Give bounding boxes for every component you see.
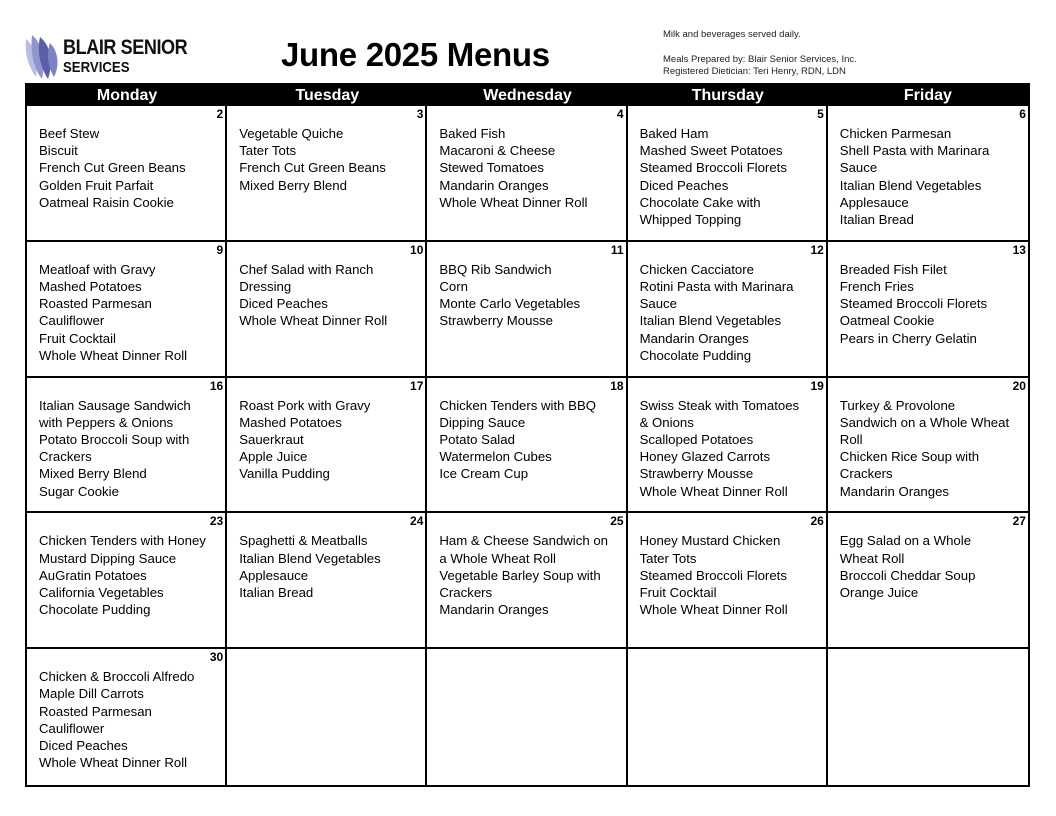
day-cell <box>828 106 1028 242</box>
day-cell <box>27 106 227 242</box>
day-cell <box>427 513 627 649</box>
menu-item: Chocolate Pudding <box>639 347 752 363</box>
day-cell <box>27 242 227 378</box>
menu-item: Chicken Tenders with BBQ <box>439 397 597 413</box>
logo-line2: SERVICES <box>63 59 130 76</box>
day-cell <box>227 649 427 785</box>
menu-item: Sugar Cookie <box>39 483 119 499</box>
menu-item: Applesauce <box>239 567 309 583</box>
menu-item: Monte Carlo Vegetables <box>439 296 581 312</box>
menu-item: Whole Wheat Dinner Roll <box>39 755 188 771</box>
menu-item: Dressing <box>239 279 292 294</box>
menu-item: Whole Wheat Dinner Roll <box>39 347 188 363</box>
day-header-row <box>27 85 1028 106</box>
date-number: 12 <box>810 242 824 257</box>
menu-item: Cauliflower <box>39 720 105 736</box>
day-cell <box>427 378 627 514</box>
menu-items <box>39 397 222 500</box>
menu-item: Italian Blend Vegetables <box>639 313 782 329</box>
menu-item: French Cut Green Beans <box>239 160 386 176</box>
menu-item: with Peppers & Onions <box>39 414 174 430</box>
menu-item: Mandarin Oranges <box>639 330 749 346</box>
menu-item: Sandwich on a Whole Wheat <box>839 414 1010 430</box>
menu-item: Mixed Berry Blend <box>39 466 147 482</box>
day-cell <box>628 242 828 378</box>
page-title: June 2025 Menus <box>281 36 550 73</box>
menu-item: Watermelon Cubes <box>439 449 552 465</box>
menu-item: Sauce <box>839 160 878 176</box>
menu-item: Steamed Broccoli Florets <box>639 160 787 176</box>
menu-item: Breaded Fish Filet <box>839 261 947 277</box>
date-number: 3 <box>416 107 424 121</box>
menu-item: Wheat Roll <box>839 550 905 566</box>
menu-item: Chicken Parmesan <box>839 126 952 141</box>
date-number: 30 <box>209 650 224 665</box>
calendar-grid <box>27 106 1028 785</box>
menu-item: Whole Wheat Dinner Roll <box>639 602 788 618</box>
menu-item: Meatloaf with Gravy <box>39 261 156 277</box>
menu-item: Mixed Berry Blend <box>239 177 347 193</box>
menu-items <box>39 125 222 211</box>
date-number: 27 <box>1012 514 1026 529</box>
menu-item: Italian Bread <box>839 212 914 228</box>
day-cell <box>828 242 1028 378</box>
day-cell <box>27 649 227 785</box>
menu-item: Rotini Pasta with Marinara <box>639 279 794 294</box>
day-cell <box>828 513 1028 649</box>
menu-item: Mustard Dipping Sauce <box>39 550 177 566</box>
menu-items <box>840 397 1025 500</box>
menu-item: Mashed Sweet Potatoes <box>639 143 783 159</box>
date-number: 13 <box>1012 242 1026 257</box>
menu-item: Mandarin Oranges <box>839 483 950 499</box>
day-cell <box>628 378 828 514</box>
date-number: 2 <box>216 107 224 121</box>
menu-item: Mashed Potatoes <box>39 279 142 294</box>
menu-items <box>439 125 622 211</box>
menu-items <box>640 397 823 500</box>
date-number: 10 <box>410 242 424 257</box>
menu-item: Chocolate Pudding <box>39 602 151 618</box>
logo-petals-icon <box>24 33 64 81</box>
menu-item: Potato Broccoli Soup with <box>39 432 190 447</box>
menu-item: Diced Peaches <box>239 296 328 312</box>
date-number: 26 <box>810 514 824 529</box>
menu-item: Oatmeal Cookie <box>839 313 935 329</box>
menu-item: Diced Peaches <box>39 738 128 753</box>
menu-item: Diced Peaches <box>639 177 729 193</box>
menu-item: Italian Bread <box>239 585 314 600</box>
menu-item: Fruit Cocktail <box>39 330 116 346</box>
date-number: 25 <box>610 514 624 529</box>
menu-item: Mandarin Oranges <box>439 177 549 193</box>
menu-item: French Fries <box>839 279 914 294</box>
menu-items <box>439 261 622 330</box>
menu-item: Chicken Rice Soup with <box>839 449 980 465</box>
date-number: 4 <box>616 107 624 121</box>
menu-item: Whipped Topping <box>639 212 742 228</box>
day-cell <box>227 242 427 378</box>
day-cell <box>427 242 627 378</box>
menu-item: Chef Salad with Ranch <box>239 261 374 277</box>
menu-item: Roll <box>839 432 863 447</box>
menu-items <box>439 532 622 618</box>
menu-item: Baked Fish <box>439 126 506 141</box>
menu-items <box>840 532 1025 601</box>
menu-item: & Onions <box>639 414 694 430</box>
day-cell <box>628 106 828 242</box>
day-header-monday: Monday <box>96 87 158 104</box>
day-cell <box>828 378 1028 514</box>
menu-item: Shell Pasta with Marinara <box>839 143 990 159</box>
logo-line1: BLAIR SENIOR <box>63 36 188 59</box>
header-notes <box>663 29 857 79</box>
milk-note: Milk and beverages served daily. <box>663 29 801 40</box>
menu-item: Crackers <box>39 449 92 465</box>
menu-item: Vanilla Pudding <box>239 466 330 482</box>
menu-item: Vegetable Quiche <box>239 126 344 141</box>
menu-item: Tater Tots <box>239 143 297 159</box>
day-cell <box>427 649 627 785</box>
menu-items <box>439 397 622 483</box>
day-cell <box>828 649 1028 785</box>
menu-items <box>640 532 823 618</box>
menu-items <box>239 532 422 601</box>
menu-item: Dipping Sauce <box>439 414 526 430</box>
menu-item: French Cut Green Beans <box>39 160 186 176</box>
menu-items <box>239 125 422 194</box>
menu-item: Mandarin Oranges <box>439 602 549 618</box>
menu-item: California Vegetables <box>39 585 164 600</box>
prepared-note: Meals Prepared by: Blair Senior Services, Inc. <box>663 53 857 65</box>
day-header-wednesday: Wednesday <box>483 87 572 104</box>
day-cell <box>27 513 227 649</box>
menu-item: Macaroni & Cheese <box>439 143 556 159</box>
menu-item: AuGratin Potatoes <box>39 567 147 583</box>
menu-item: Spaghetti & Meatballs <box>239 533 368 549</box>
day-cell <box>227 378 427 514</box>
dietician-note: Registered Dietician: Teri Henry, RDN, LDN <box>663 66 846 77</box>
menu-item: Steamed Broccoli Florets <box>639 567 787 583</box>
menu-item: Apple Juice <box>239 449 308 465</box>
menu-item: Whole Wheat Dinner Roll <box>439 194 588 210</box>
day-cell <box>27 378 227 514</box>
date-number: 19 <box>810 378 824 393</box>
menu-item: Ham & Cheese Sandwich on <box>439 533 608 549</box>
date-number: 17 <box>410 378 424 393</box>
menu-item: Maple Dill Carrots <box>39 686 144 702</box>
menu-items <box>840 125 1025 228</box>
day-header-thursday: Thursday <box>691 87 764 104</box>
date-number: 20 <box>1012 378 1026 393</box>
menu-item: Whole Wheat Dinner Roll <box>639 483 788 499</box>
menu-item: Italian Blend Vegetables <box>239 550 381 566</box>
menu-item: Beef Stew <box>39 126 100 141</box>
date-number: 16 <box>209 378 224 393</box>
menu-item: Roast Pork with Gravy <box>239 397 371 413</box>
menu-items <box>39 532 222 618</box>
date-number: 5 <box>817 107 824 121</box>
date-number: 23 <box>209 514 224 529</box>
menu-item: Crackers <box>839 466 893 482</box>
menu-item: Baked Ham <box>639 126 709 141</box>
menu-item: Biscuit <box>39 143 78 159</box>
day-header-friday: Friday <box>903 87 952 104</box>
menu-item: Crackers <box>439 585 493 600</box>
menu-item: Sauce <box>639 296 677 312</box>
menu-item: Italian Blend Vegetables <box>839 177 982 193</box>
date-number: 9 <box>216 242 224 257</box>
menu-item: Roasted Parmesan <box>39 296 152 312</box>
menu-item: Scalloped Potatoes <box>639 432 754 447</box>
menu-item: Steamed Broccoli Florets <box>839 296 988 312</box>
menu-items <box>239 261 422 330</box>
menu-item: Vegetable Barley Soup with <box>439 567 601 583</box>
menu-item: Turkey & Provolone <box>839 397 956 413</box>
menu-item: Golden Fruit Parfait <box>39 177 154 193</box>
menu-item: Chocolate Cake with <box>639 194 761 210</box>
menu-items <box>39 668 222 771</box>
date-number: 24 <box>410 514 424 529</box>
menu-item: Swiss Steak with Tomatoes <box>639 397 800 413</box>
menu-item: Stewed Tomatoes <box>439 160 544 176</box>
menu-item: BBQ Rib Sandwich <box>439 261 552 277</box>
menu-item: Corn <box>439 279 468 294</box>
menu-item: Pears in Cherry Gelatin <box>839 330 977 346</box>
day-cell <box>227 513 427 649</box>
menu-item: Oatmeal Raisin Cookie <box>39 194 174 210</box>
day-cell <box>628 513 828 649</box>
date-number: 11 <box>610 242 624 257</box>
date-number: 6 <box>1019 107 1026 121</box>
menu-item: Strawberry Mousse <box>639 466 754 482</box>
menu-item: Chicken & Broccoli Alfredo <box>39 669 195 685</box>
logo <box>24 33 204 81</box>
date-number: 18 <box>610 378 624 393</box>
menu-item: Applesauce <box>839 194 909 210</box>
menu-item: Sauerkraut <box>239 432 304 447</box>
menu-item: Ice Cream Cup <box>439 466 529 482</box>
menu-items <box>39 261 222 364</box>
menu-item: Chicken Tenders with Honey <box>39 533 206 549</box>
menu-item: Honey Mustard Chicken <box>639 533 781 549</box>
menu-item: Roasted Parmesan <box>39 703 152 719</box>
menu-item: Whole Wheat Dinner Roll <box>239 313 388 329</box>
menu-item: Italian Sausage Sandwich <box>39 397 191 413</box>
menu-item: Egg Salad on a Whole <box>839 533 972 549</box>
menu-item: a Whole Wheat Roll <box>439 550 556 566</box>
day-cell <box>628 649 828 785</box>
menu-item: Chicken Cacciatore <box>639 261 754 277</box>
menu-items <box>640 261 823 364</box>
menu-item: Broccoli Cheddar Soup <box>839 567 976 583</box>
menu-item: Tater Tots <box>639 550 697 566</box>
menu-item: Mashed Potatoes <box>239 414 342 430</box>
menu-items <box>239 397 422 483</box>
day-cell <box>227 106 427 242</box>
day-header-tuesday: Tuesday <box>295 87 360 104</box>
menu-item: Cauliflower <box>39 313 105 329</box>
menu-calendar <box>25 83 1030 787</box>
menu-item: Potato Salad <box>439 432 515 447</box>
menu-items <box>640 125 823 228</box>
day-cell <box>427 106 627 242</box>
menu-item: Honey Glazed Carrots <box>639 449 771 465</box>
menu-items <box>840 261 1025 347</box>
menu-item: Strawberry Mousse <box>439 313 553 329</box>
menu-item: Fruit Cocktail <box>639 585 717 600</box>
menu-item: Orange Juice <box>839 585 919 600</box>
